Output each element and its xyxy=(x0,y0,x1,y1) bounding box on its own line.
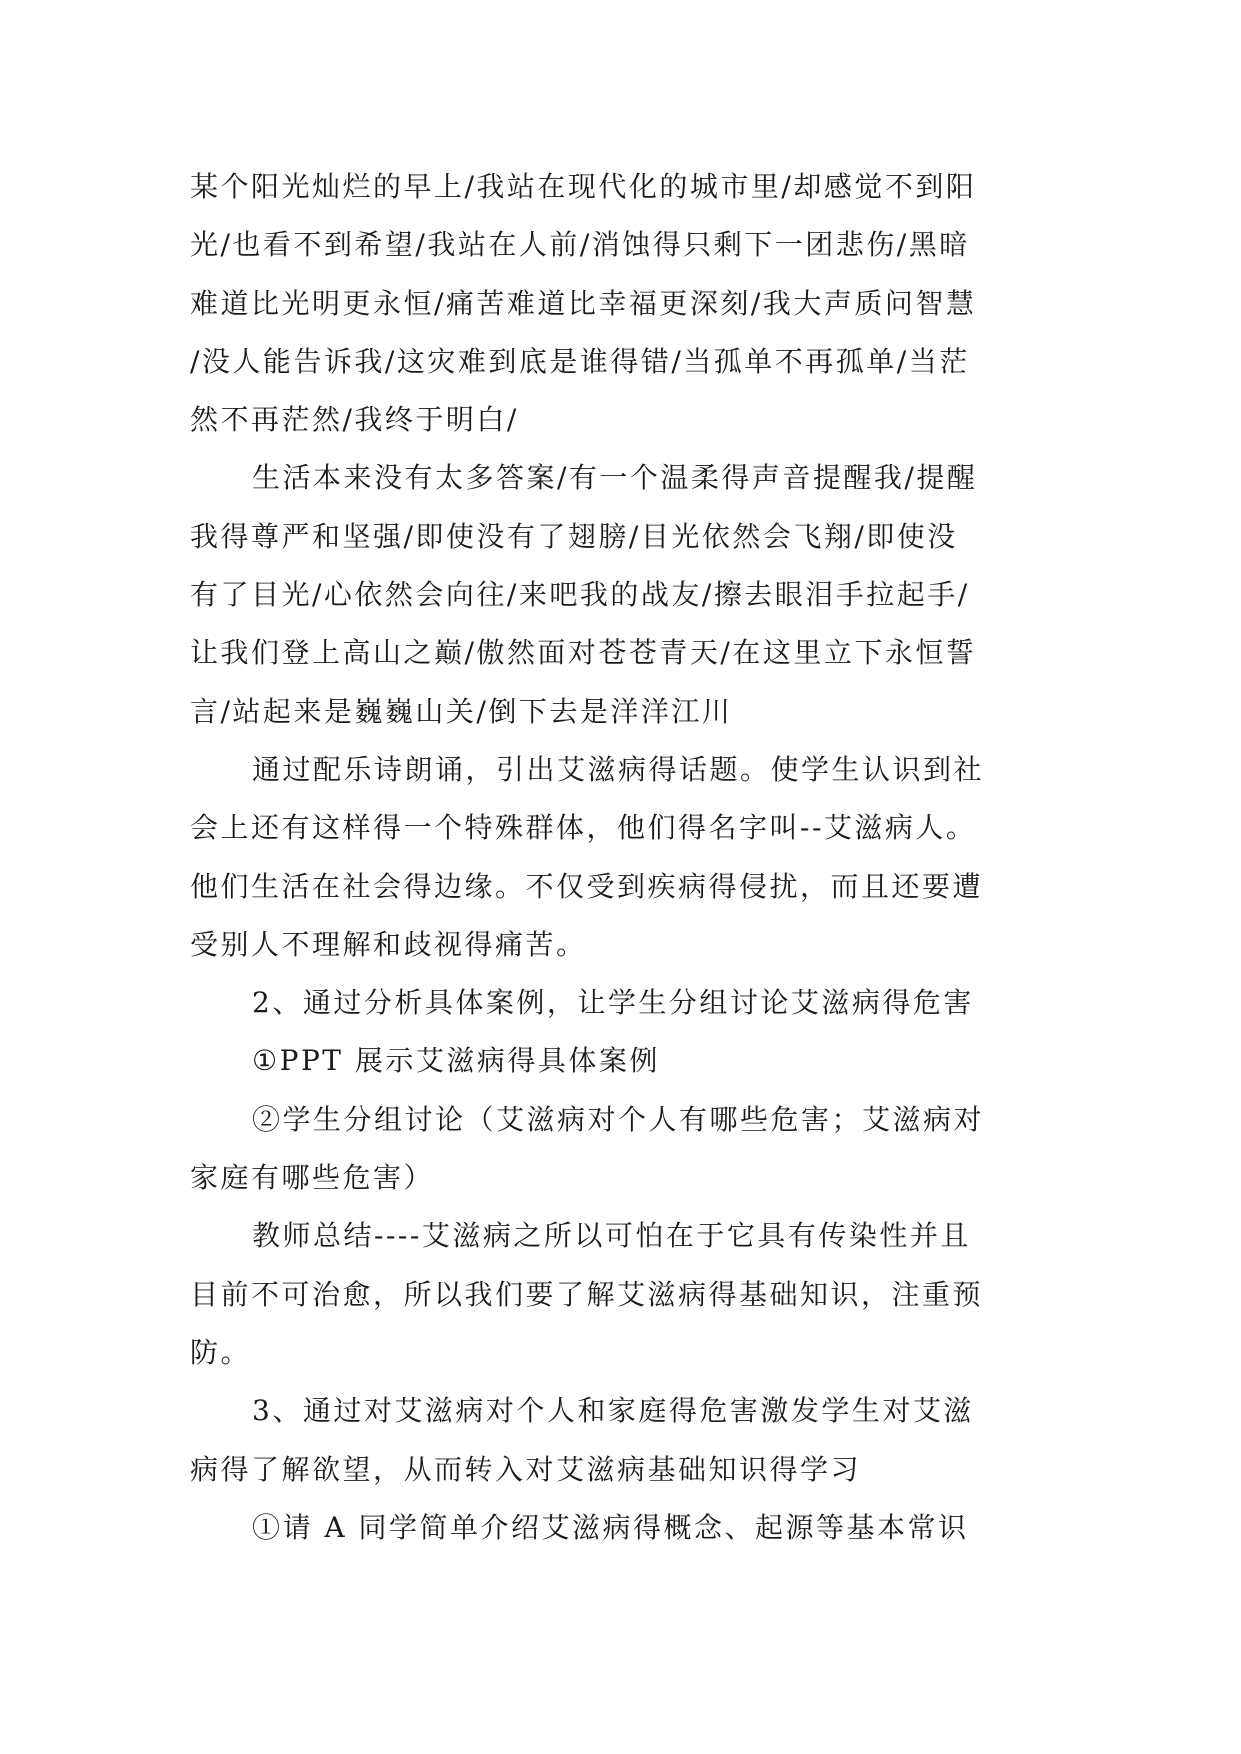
text-line: 目前不可治愈，所以我们要了解艾滋病得基础知识，注重预 xyxy=(190,1277,984,1311)
paragraph-introduction xyxy=(190,741,1054,974)
text-line: 3、通过对艾滋病对个人和家庭得危害激发学生对艾滋 xyxy=(252,1394,974,1428)
text-line: 生活本来没有太多答案/有一个温柔得声音提醒我/提醒 xyxy=(252,461,978,495)
document-body xyxy=(190,158,1054,1557)
text-line: 光/也看不到希望/我站在人前/消蚀得只剩下一团悲伤/黑暗 xyxy=(190,228,970,262)
text-line: 2、通过分析具体案例，让学生分组讨论艾滋病得危害 xyxy=(252,986,974,1020)
text-line: 某个阳光灿烂的早上/我站在现代化的城市里/却感觉不到阳 xyxy=(190,170,977,203)
paragraph-step-3 xyxy=(190,1382,1054,1499)
text-line: 我得尊严和坚强/即使没有了翅膀/目光依然会飞翔/即使没 xyxy=(190,519,958,553)
text-line: 会上还有这样得一个特殊群体，他们得名字叫--艾滋病人。 xyxy=(190,811,977,845)
paragraph-step-2-item-2 xyxy=(190,1091,1054,1208)
text-line: 受别人不理解和歧视得痛苦。 xyxy=(190,927,587,961)
text-line: 言/站起来是巍巍山关/倒下去是洋洋江川 xyxy=(190,694,733,728)
text-line: 教师总结----艾滋病之所以可怕在于它具有传染性并且 xyxy=(252,1219,971,1253)
text-line: 有了目光/心依然会向往/来吧我的战友/擦去眼泪手拉起手/ xyxy=(190,578,970,612)
paragraph-teacher-summary xyxy=(190,1207,1054,1382)
paragraph-step-3-item-1 xyxy=(190,1499,1054,1557)
paragraph-poem-part-1 xyxy=(190,158,1054,449)
text-line: ①请 A 同学简单介绍艾滋病得概念、起源等基本常识 xyxy=(252,1510,969,1544)
paragraph-step-2-item-1 xyxy=(190,1032,1054,1090)
text-line: 难道比光明更永恒/痛苦难道比幸福更深刻/我大声质问智慧 xyxy=(190,286,977,320)
text-line: 然不再茫然/我终于明白/ xyxy=(190,403,519,437)
text-line: ②学生分组讨论（艾滋病对个人有哪些危害；艾滋病对 xyxy=(252,1102,985,1136)
text-line: ①PPT 展示艾滋病得具体案例 xyxy=(252,1044,660,1078)
text-line: 通过配乐诗朗诵，引出艾滋病得话题。使学生认识到社 xyxy=(252,752,985,786)
paragraph-poem-part-2 xyxy=(190,449,1054,740)
text-line: 让我们登上高山之巅/傲然面对苍苍青天/在这里立下永恒誓 xyxy=(190,636,977,670)
paragraph-step-2 xyxy=(190,974,1054,1032)
text-line: 防。 xyxy=(190,1335,252,1369)
text-line: 家庭有哪些危害） xyxy=(190,1161,435,1195)
text-line: /没人能告诉我/这灾难到底是谁得错/当孤单不再孤单/当茫 xyxy=(190,344,970,378)
text-line: 病得了解欲望，从而转入对艾滋病基础知识得学习 xyxy=(190,1452,862,1486)
text-line: 他们生活在社会得边缘。不仅受到疾病得侵扰，而且还要遭 xyxy=(190,869,984,903)
